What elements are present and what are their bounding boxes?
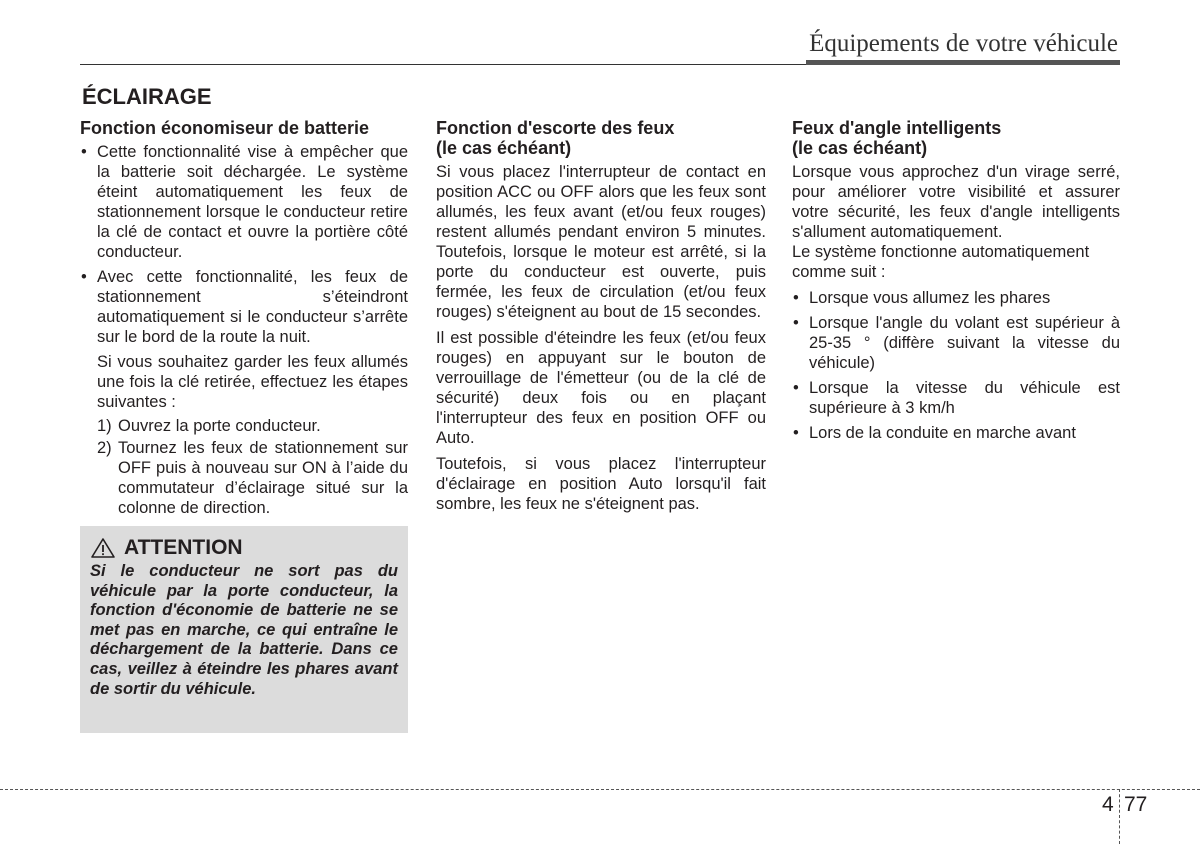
cornering-lights-heading-line1: Feux d'angle intelligents <box>792 118 1002 138</box>
step-number: 2) <box>97 439 112 457</box>
battery-saver-heading: Fonction économiseur de batterie <box>80 118 370 138</box>
escort-lights-heading-line2: (le cas échéant) <box>436 138 572 158</box>
cornering-lights-paragraph: Le système fonctionne automatiquement comme suit : <box>792 243 1090 281</box>
list-item: • Lorsque vous allumez les phares <box>792 288 1120 308</box>
cornering-lights-heading <box>792 118 1120 158</box>
warning-triangle-icon <box>90 537 116 559</box>
step-text: Tournez les feux de stationnement sur OFF puis à nouveau sur ON à l’aide du commutateur d’éclairage situé sur la colonne de direction. <box>118 439 408 517</box>
escort-lights-heading <box>436 118 766 158</box>
chapter-number: 4 <box>1102 793 1114 816</box>
attention-title: ATTENTION <box>124 536 243 559</box>
step-item <box>80 416 408 436</box>
escort-lights-heading-line1: Fonction d'escorte des feux <box>436 118 675 138</box>
header-rule-thick <box>806 60 1120 65</box>
list-item: • Cette fonctionnalité vise à empêcher que la batterie soit déchargée. Le système éteint automatiquement les feux de stationnement lorsque le conducteur retire la clé de contact et ouvre la portière côté conducteur. <box>80 142 408 262</box>
step-number: 1) <box>97 417 112 435</box>
page-number: 77 <box>1124 793 1148 816</box>
section-title: ÉCLAIRAGE <box>82 84 212 109</box>
column-battery-saver <box>80 118 408 520</box>
attention-header <box>90 536 398 560</box>
attention-text: Si le conducteur ne sort pas du véhicule par la porte conducteur, la fonction d'économie de batterie ne se met pas en marche, ce qui entraîne le déchargement de la batterie. Dans ce cas, veillez à éteindre les phares avant de sortir du véhicule. <box>90 562 398 698</box>
cornering-lights-heading-line2: (le cas échéant) <box>792 138 928 158</box>
header-rule-thin <box>80 64 808 65</box>
page-header-title: Équipements de votre véhicule <box>809 30 1118 57</box>
list-item: • Lors de la conduite en marche avant <box>792 423 1120 443</box>
escort-lights-paragraph: Si vous placez l'interrupteur de contact en position ACC ou OFF alors que les feux sont allumés, les feux avant (et/ou feux rouges) restent allumés pendant environ 5 minutes. Toutefois, lorsque le moteur est arrêté, si la porte du conducteur est ouverte, puis fermée, les feux de circulation (et/ou feux rouges) s'éteignent au bout de 15 secondes. <box>436 163 766 321</box>
list-item: • Lorsque la vitesse du véhicule est supérieure à 3 km/h <box>792 378 1120 418</box>
cornering-lights-paragraph: Lorsque vous approchez d'un virage serré, pour améliorer votre visibilité et assurer votre sécurité, les feux d'angle intelligents s'allument automatiquement. <box>792 163 1120 241</box>
page-number-divider <box>1119 789 1120 844</box>
list-item: • Avec cette fonctionnalité, les feux de stationnement s’éteindront automatiquement si le conducteur s’arrête sur le bord de la route la nuit. <box>80 267 408 347</box>
attention-box <box>80 526 408 733</box>
step-text: Ouvrez la porte conducteur. <box>118 417 321 435</box>
column-escort-lights <box>436 118 766 520</box>
footer-divider <box>0 789 1200 790</box>
escort-lights-paragraph: Toutefois, si vous placez l'interrupteur d'éclairage en position Auto lorsqu'il fait sombre, les feux ne s'éteignent pas. <box>436 455 766 513</box>
list-item: • Lorsque l'angle du volant est supérieur à 25-35 ° (diffère suivant la vitesse du véhicule) <box>792 313 1120 373</box>
step-item <box>80 438 408 518</box>
battery-saver-paragraph: Si vous souhaitez garder les feux allumés une fois la clé retirée, effectuez les étapes suivantes : <box>97 353 408 411</box>
escort-lights-paragraph: Il est possible d'éteindre les feux (et/ou feux rouges) en appuyant sur le bouton de verrouillage de l'émetteur (ou de la clé de sécurité) deux fois ou en plaçant l'interrupteur des feux en position OFF ou Auto. <box>436 329 766 447</box>
column-cornering-lights <box>792 118 1120 448</box>
